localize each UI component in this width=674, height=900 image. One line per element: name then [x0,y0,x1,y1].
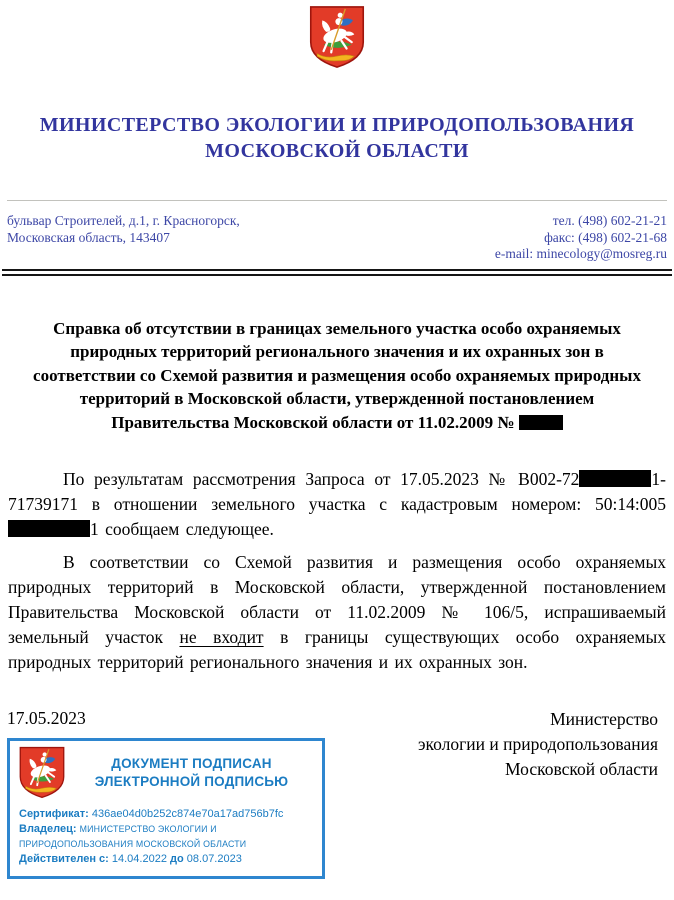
footer-block [0,707,674,879]
validity-line [19,852,314,867]
underlined-phrase: не входит [179,627,264,647]
redaction-box [8,520,90,537]
electronic-signature-stamp [7,738,325,879]
address-line2: Московская область, 143407 [7,229,170,245]
document-date: 17.05.2023 [7,708,86,728]
header-separator-line [7,200,667,201]
validity-to-date: 08.07.2023 [186,853,242,865]
address-line1: бульвар Строителей, д.1, г. Красногорск, [7,213,240,228]
footer-left [0,707,325,879]
document-subject [27,317,647,435]
ministry-title-line2: МОСКОВСКОЙ ОБЛАСТИ [205,140,469,162]
owner-line [19,822,314,852]
paragraph-1-part3: 1 сообщаем следующее. [90,519,274,539]
email-line: e-mail: minecology@mosreg.ru [494,246,667,261]
moscow-oblast-coat-of-arms-icon [304,5,370,69]
stamp-title [69,755,314,791]
signer-line3: Московской области [505,759,658,779]
stamp-header [10,741,322,801]
fax-line: факс: (498) 602-21-68 [544,229,667,245]
subject-text: Справка об отсутствии в границах земельного участка особо охраняемых природных территорий регионального значения и их охранных зон в соответствии со Схемой развития и размещения особо охраняемых природных территорий в Московской области, утвержденной постановлением Правительства Московской области от 11.02.2009 № [33,318,641,432]
certificate-label: Сертификат: [19,808,89,820]
paragraph-1-part1: По результатам рассмотрения Запроса от 17.05.2023 № В002-72 [63,469,580,489]
paragraph-1 [8,467,666,542]
phone-line: тел. (498) 602-21-21 [552,213,667,228]
phone-fax-email [495,213,667,263]
document-body [0,467,674,675]
validity-to-word: до [170,853,184,865]
stamp-title-line1: ДОКУМЕНТ ПОДПИСАН [111,755,272,771]
letterhead-double-line [2,269,672,276]
validity-from: 14.04.2022 [111,853,167,865]
certificate-line [19,807,314,822]
certificate-value: 436ae04d0b252c874e70a17ad756b7fc [91,808,284,820]
ministry-title-line1: МИНИСТЕРСТВО ЭКОЛОГИИ И ПРИРОДОПОЛЬЗОВАНИЯ [39,114,635,136]
moscow-oblast-coat-of-arms-icon [15,746,69,799]
paragraph-2-part2: в границы существующих особо охраняемых природных территорий регионального значения и их охранных зон. [8,627,666,672]
signer-line1: Министерство [550,709,658,729]
postal-address [7,213,240,263]
owner-label: Владелец: [19,823,77,835]
contacts-block [0,213,674,263]
owner-value: МИНИСТЕРСТВО ЭКОЛОГИИ И ПРИРОДОПОЛЬЗОВАНИЯ МОСКОВСКОЙ ОБЛАСТИ [19,824,247,849]
ministry-title [0,112,674,164]
paragraph-2-part1: В соответствии со Схемой развития и размещения особо охраняемых природных территорий в Московской области, утвержденной постановлением Правительства Московской области от 11.02.2009 № 106/5, испрашиваемый земельный участок [8,552,666,647]
paragraph-2 [8,550,666,675]
signer-line2: экологии и природопользования [417,734,658,754]
redaction-box [579,470,651,487]
redaction-box [519,415,563,430]
signer-block [418,707,674,782]
validity-label: Действителен с: [19,853,109,865]
stamp-title-line2: ЭЛЕКТРОННОЙ ПОДПИСЬЮ [94,773,289,789]
paragraph-1-part2: 1-71739171 в отношении земельного участка с кадастровым номером: 50:14:005 [8,469,666,514]
stamp-certificate-info [10,801,322,876]
